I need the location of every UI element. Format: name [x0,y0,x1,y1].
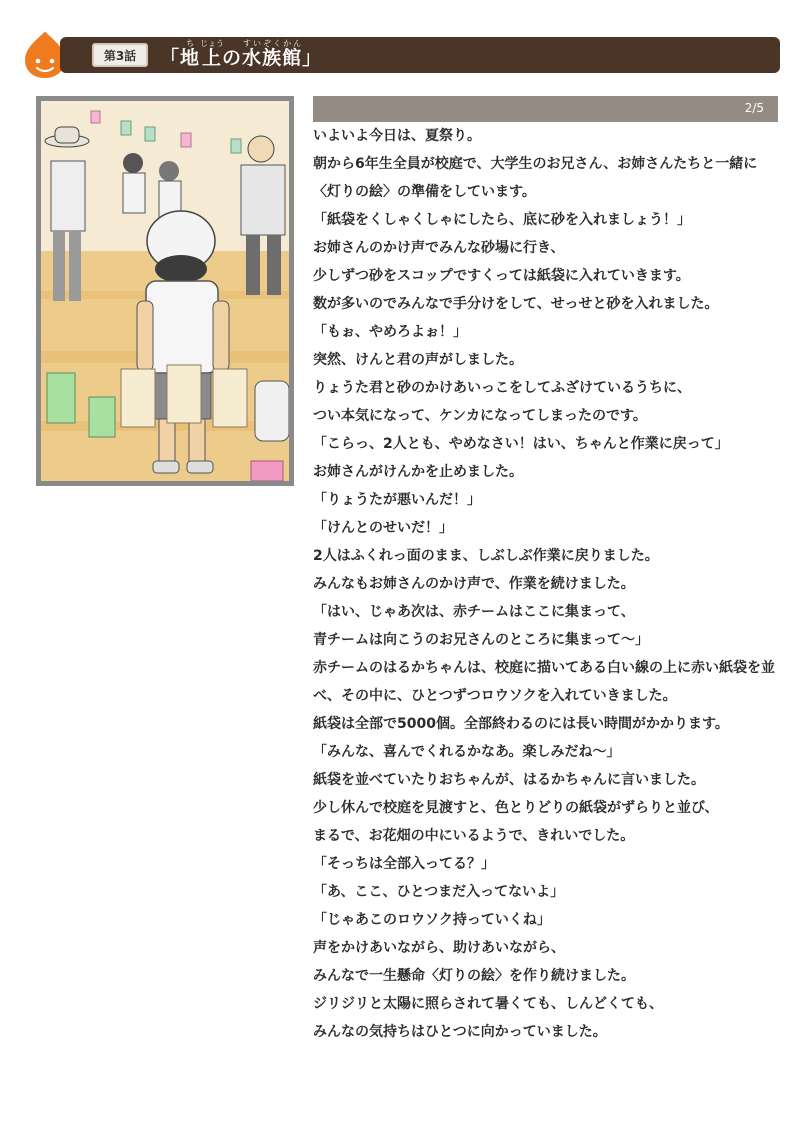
story-line: つい本気になって、ケンカになってしまったのです。 [313,408,647,424]
story-illustration [36,96,294,486]
episode-badge: 第3話 [92,43,148,67]
story-line: 朝から6年生全員が校庭で、大学生のお兄さん、お姉さんたちと一緒に [313,156,758,172]
title-char: 水すい [242,39,263,69]
students-preparing-paper-lanterns-illustration [41,101,289,481]
page-number: 2/5 [744,101,764,115]
story-line: お姉さんがけんかを止めました。 [313,464,523,480]
title-text [180,39,302,70]
title-char: 地ち [180,39,201,69]
story-line: 紙袋を並べていたりおちゃんが、はるかちゃんに言いました。 [313,772,705,788]
title-open-bracket: 「 [160,47,181,69]
story-line: 数が多いのでみんなで手分けをして、せっせと砂を入れました。 [313,296,719,312]
story-line: 「はい、じゃあ次は、赤チームはここに集まって、 [313,604,635,620]
story-line: 「じゃあこのロウソク持っていくね」 [313,912,551,928]
story-text [313,122,783,1046]
title-char: 族ぞく [262,39,283,69]
story-line: 突然、けんと君の声がしました。 [313,352,523,368]
story-line: りょうた君と砂のかけあいっこをしてふざけているうちに、 [313,380,691,396]
story-line: 「そっちは全部入ってる？」 [313,856,495,872]
story-line: 赤チームのはるかちゃんは、校庭に描いてある白い線の上に赤い紙袋を並べ、その中に、ひとつずつロウソクを入れていきました。 [313,660,775,704]
title-char: 館かん [282,39,303,69]
story-line: みんなの気持ちはひとつに向かっていました。 [313,1024,607,1040]
story-line: 「もぉ、やめろよぉ！」 [313,324,467,340]
story-line: 「りょうたが悪いんだ！」 [313,492,481,508]
story-line: 「みんな、喜んでくれるかなあ。楽しみだね〜」 [313,744,621,760]
story-line: 紙袋は全部で5000個。全部終わるのには長い時間がかかります。 [313,716,729,732]
story-line: 2人はふくれっ面のまま、しぶしぶ作業に戻りました。 [313,548,659,564]
story-line: 声をかけあいながら、助けあいながら、 [313,940,565,956]
story-line: 青チームは向こうのお兄さんのところに集まって〜」 [313,632,649,648]
story-line: お姉さんのかけ声でみんな砂場に行き、 [313,240,565,256]
story-line: ジリジリと太陽に照らされて暑くても、しんどくても、 [313,996,663,1012]
story-line: 〈灯りの絵〉の準備をしています。 [313,184,536,200]
story-line: 少し休んで校庭を見渡すと、色とりどりの紙袋がずらりと並び、 [313,800,719,816]
story-line: 少しずつ砂をスコップですくっては紙袋に入れていきます。 [313,268,690,284]
story-line: 「紙袋をくしゃくしゃにしたら、底に砂を入れましょう！」 [313,212,691,228]
story-line: みんなもお姉さんのかけ声で、作業を続けました。 [313,576,635,592]
story-line: 「あ、ここ、ひとつまだ入ってないよ」 [313,884,565,900]
title-close-bracket: 」 [302,47,323,69]
story-line: みんなで一生懸命〈灯りの絵〉を作り続けました。 [313,968,635,984]
title-char: の [222,47,243,69]
story-line: いよいよ今日は、夏祭り。 [313,128,481,144]
episode-title [160,34,322,74]
title-char: 上じょう [200,39,225,69]
story-line: 「けんとのせいだ！」 [313,520,453,536]
story-line: 「こらっ、2人とも、やめなさい！はい、ちゃんと作業に戻って」 [313,436,729,452]
story-line: まるで、お花畑の中にいるようで、きれいでした。 [313,828,635,844]
page-indicator-bar [313,96,778,122]
